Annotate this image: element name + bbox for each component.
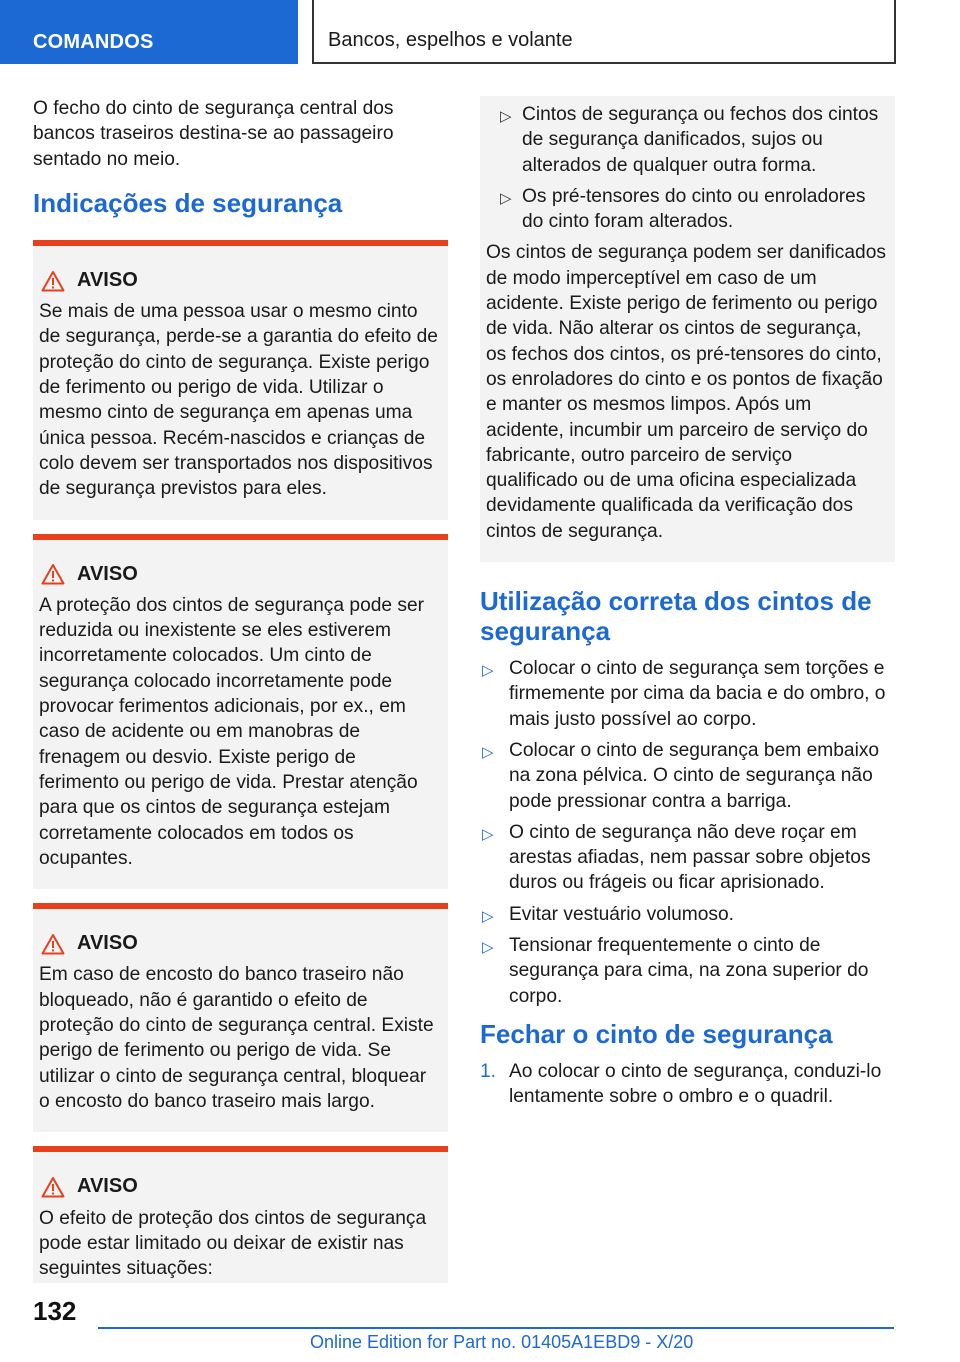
list-item xyxy=(480,933,895,1009)
list-item xyxy=(486,184,887,235)
warning-box xyxy=(33,1146,448,1283)
step-number: 1. xyxy=(480,1060,497,1082)
warning-header xyxy=(39,268,440,293)
warning-box xyxy=(33,534,448,890)
footer-divider xyxy=(98,1327,894,1329)
warning-header xyxy=(39,931,440,956)
page-header xyxy=(0,0,960,66)
triangle-bullet-icon: ▷ xyxy=(482,662,494,680)
list-item-text: Evitar vestuário volumoso. xyxy=(509,903,735,925)
list-item xyxy=(480,738,895,814)
left-column xyxy=(33,96,448,1297)
section-heading-safety: Indicações de segurança xyxy=(33,187,343,218)
warning-title: AVISO xyxy=(77,932,138,955)
warning-title: AVISO xyxy=(77,1175,138,1198)
section-title: COMANDOS xyxy=(0,0,298,64)
warning-box-continued xyxy=(480,96,895,562)
warning-triangle-icon xyxy=(41,270,65,292)
warning-title: AVISO xyxy=(77,562,138,585)
triangle-bullet-icon: ▷ xyxy=(482,825,494,843)
list-item-text: O cinto de segurança não deve roçar em arestas afiadas, nem passar sobre objetos duros ou frágeis ou ficar aprisionado. xyxy=(509,821,871,894)
warning-triangle-icon xyxy=(41,563,65,585)
warning-text: A proteção dos cintos de segurança pode ser reduzida ou inexistente se eles estiverem incorretamente colocados. Um cinto de segurança colocado incorretamente pode provocar ferimentos adicionais, por ex., em caso de acidente ou em manobras de frenagem ou desvio. Existe perigo de ferimento ou perigo de vida. Prestar atenção para que os cintos de segurança estejam corretamente colocados em todos os ocupantes. xyxy=(39,594,425,869)
triangle-bullet-icon: ▷ xyxy=(482,743,494,761)
step-text: Ao colocar o cinto de segurança, conduzi-lo lentamente sobre o ombro e o quadril. xyxy=(509,1060,882,1108)
list-item-text: Os pré-tensores do cinto ou enroladores do cinto foram alterados. xyxy=(522,185,866,233)
warning-triangle-icon xyxy=(41,933,65,955)
triangle-bullet-icon: ▷ xyxy=(500,108,512,125)
warning-header xyxy=(39,562,440,587)
warning-triangle-icon xyxy=(41,1176,65,1198)
chapter-title: Bancos, espelhos e volante xyxy=(312,0,896,64)
triangle-bullet-icon: ▷ xyxy=(482,907,494,925)
section-heading-fasten: Fechar o cinto de segurança xyxy=(480,1018,833,1049)
footer-edition: Online Edition for Part no. 01405A1EBD9 - X/20 xyxy=(310,1332,694,1352)
warning-text: Em caso de encosto do banco traseiro não bloqueado, não é garantido o efeito de proteção do cinto de segurança central. Existe perigo de ferimento ou perigo de vida. Se utilizar o cinto de segurança central, bloquear o encosto do banco traseiro mais largo. xyxy=(39,964,434,1112)
right-column xyxy=(480,96,895,1110)
list-item xyxy=(480,902,895,927)
list-item xyxy=(480,656,895,732)
triangle-bullet-icon: ▷ xyxy=(482,939,494,957)
numbered-step xyxy=(480,1059,895,1110)
warning-header xyxy=(39,1174,440,1199)
list-item-text: Cintos de segurança ou fechos dos cintos de segurança danificados, sujos ou alterados de qualquer outra forma. xyxy=(522,104,879,176)
warning-text: Se mais de uma pessoa usar o mesmo cinto de segurança, perde-se a garantia do efeito de proteção do cinto de segurança. Existe perigo de ferimento ou perigo de vida. Utilizar o mesmo cinto de segurança em apenas uma única pessoa. Recém-nascidos e crianças de colo devem ser transportados nos dispositivos de segurança previstos para eles. xyxy=(39,301,438,500)
page-number: 132 xyxy=(33,1296,77,1326)
list-item xyxy=(480,820,895,896)
warning-box xyxy=(33,903,448,1132)
list-item xyxy=(486,102,887,178)
list-item-text: Colocar o cinto de segurança sem torções e firmemente por cima da bacia e do ombro, o mais justo possível ao corpo. xyxy=(509,658,886,730)
list-item-text: Colocar o cinto de segurança bem embaixo na zona pélvica. O cinto de segurança não pode pressionar contra a barriga. xyxy=(509,739,880,812)
warning-title: AVISO xyxy=(77,268,138,291)
warning-text: Os cintos de segurança podem ser danificados de modo imperceptível em caso de um acidente. Existe perigo de ferimento ou perigo de vida. Não alterar os cintos de segurança, os fechos dos cintos, os pré-tensores do cinto, os enroladores do cinto e os pontos de fixação e manter os mesmos limpos. Após um acidente, incumbir um parceiro de serviço do fabricante, outro parceiro de serviço qualificado ou de uma oficina especializada devidamente qualificada da verificação dos cintos de segurança. xyxy=(486,242,886,542)
section-heading-correct-use: Utilização correta dos cintos de segurança xyxy=(480,586,872,647)
warning-text: O efeito de proteção dos cintos de segurança pode estar limitado ou deixar de existir nas seguintes situações: xyxy=(39,1207,427,1280)
list-item-text: Tensionar frequentemente o cinto de segurança para cima, na zona superior do corpo. xyxy=(509,935,869,1007)
triangle-bullet-icon: ▷ xyxy=(500,189,512,207)
intro-paragraph: O fecho do cinto de segurança central dos bancos traseiros destina-se ao passageiro sentado no meio. xyxy=(33,98,394,170)
warning-box xyxy=(33,240,448,520)
